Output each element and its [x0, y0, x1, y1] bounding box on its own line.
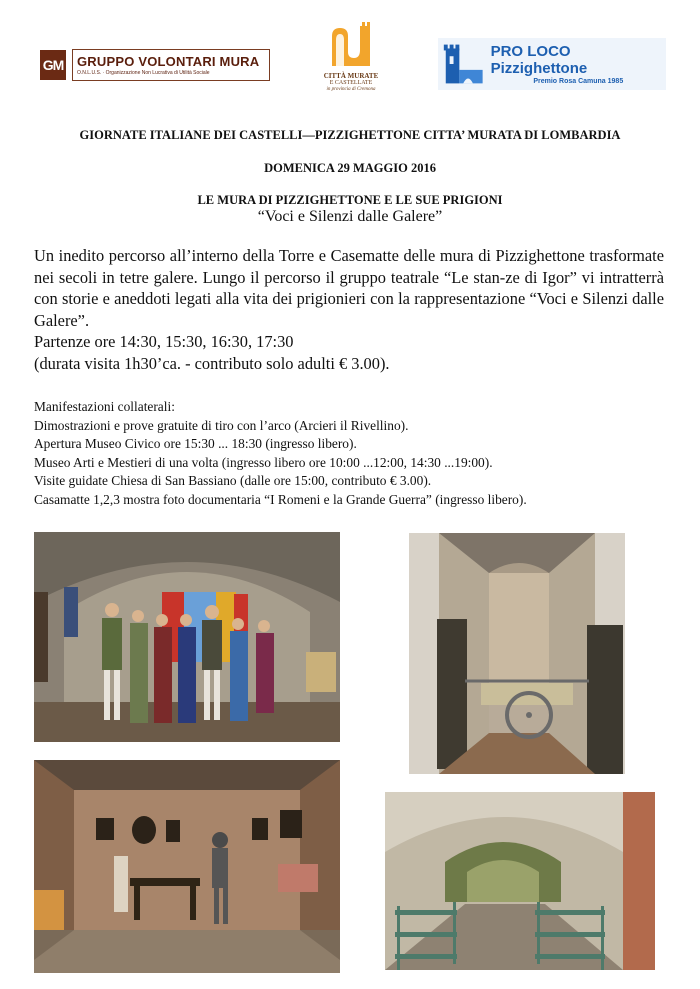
side-events-heading: Manifestazioni collaterali:	[34, 399, 175, 414]
title-heading: LE MURA DI PIZZIGHETTONE E LE SUE PRIGIONI	[197, 193, 503, 207]
costumed-group-photo	[34, 532, 340, 742]
pro-loco-subtitle: Premio Rosa Camuna 1985	[533, 78, 624, 85]
pro-loco-text	[491, 43, 666, 85]
side-event-item: Visite guidate Chiesa di San Bassiano (dalle ore 15:00, contributo € 3.00).	[34, 473, 432, 488]
gvm-name: GRUPPO VOLONTARI MURA	[77, 54, 260, 69]
side-event-item: Museo Arti e Mestieri di una volta (ingresso libero ore 10:00 ...12:00, 14:30 ...19:00).	[34, 454, 493, 470]
citta-murate-line2: E CASTELLATE	[329, 80, 373, 86]
duration-line: (durata visita 1h30’ca. - contributo solo adulti € 3.00).	[34, 354, 390, 373]
pro-loco-logo	[438, 38, 666, 90]
gvm-text-box	[72, 49, 270, 81]
date-heading: DOMENICA 29 MAGGIO 2016	[264, 161, 436, 175]
pro-loco-name: PRO LOCO Pizzighettone	[490, 43, 588, 77]
prison-corridor-photo	[409, 533, 625, 774]
side-event-item: Casamatte 1,2,3 mostra foto documentaria “I Romeni e la Grande Guerra” (ingresso libero).	[34, 491, 527, 507]
side-event-item: Dimostrazioni e prove gratuite di tiro con l’arco (Arcieri il Rivellino).	[34, 417, 409, 433]
casemate-bunks-photo	[385, 792, 655, 970]
gvm-subtitle: O.N.L.U.S. · Organizzazione Non Lucrativa di Utilità Sociale	[77, 70, 210, 76]
event-heading: GIORNATE ITALIANE DEI CASTELLI—PIZZIGHETTONE CITTA’ MURATA DI LOMBARDIA	[79, 128, 621, 142]
citta-murate-line3: in provincia di Cremona	[326, 87, 376, 92]
museum-room-photo	[34, 760, 340, 973]
subtitle-heading: “Voci e Silenzi dalle Galere”	[257, 208, 443, 225]
citta-murate-logo	[312, 22, 390, 104]
citta-murate-emblem-icon	[326, 22, 376, 70]
side-event-item: Apertura Museo Civico ore 15:30 ... 18:30 (ingresso libero).	[34, 436, 357, 451]
gvm-emblem-icon: GM	[40, 50, 66, 80]
side-events	[34, 398, 674, 509]
tower-icon	[438, 40, 485, 88]
gruppo-volontari-mura-logo	[40, 48, 270, 82]
departures-line: Partenze ore 14:30, 15:30, 16:30, 17:30	[34, 332, 294, 351]
citta-murate-line1: CITTÀ MURATE	[323, 72, 379, 80]
description-paragraph: Un inedito percorso all’interno della Torre e Casematte delle mura di Pizzighettone trasformate nei secoli in tetre galere. Lungo il percorso il gruppo teatrale “Le stan-ze di Igor” vi intratterrà con storie e aneddoti legati alla vita dei prigionieri con la rappresentazione “Voci e Silenzi dalle Galere”.	[34, 246, 664, 330]
